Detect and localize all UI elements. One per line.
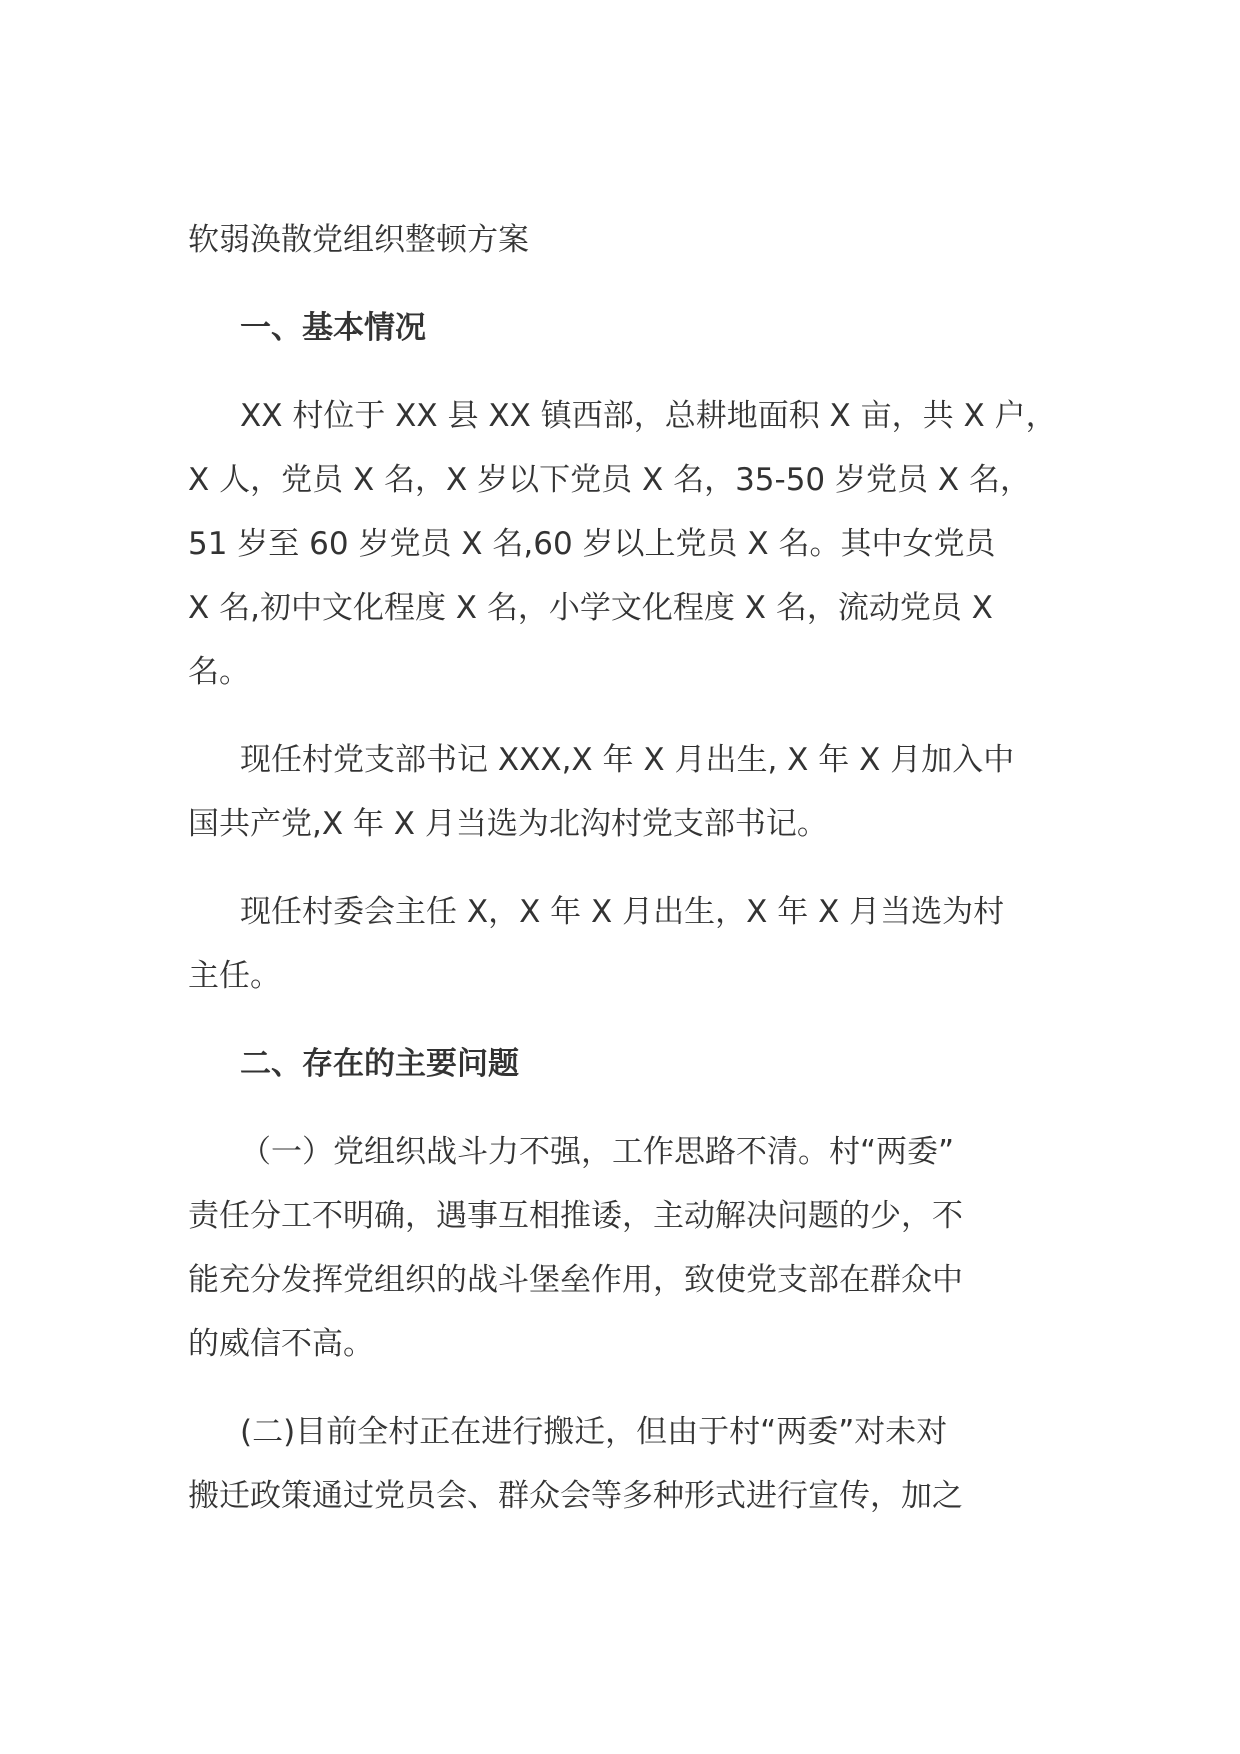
paragraph-line: 现任村委会主任 X，X 年 X 月出生，X 年 X 月当选为村 (240, 894, 1005, 930)
paragraph-line: 能充分发挥党组织的战斗堡垒作用，致使党支部在群众中 (188, 1262, 963, 1298)
paragraph-line: 的威信不高。 (188, 1326, 374, 1362)
paragraph-line: X 人，党员 X 名，X 岁以下党员 X 名，35-50 岁党员 X 名， (188, 462, 1031, 498)
paragraph-line: 搬迁政策通过党员会、群众会等多种形式进行宣传，加之 (188, 1478, 963, 1514)
paragraph-line: 主任。 (188, 958, 281, 994)
paragraph-line: 名。 (188, 654, 250, 690)
section-heading-main-problems: 二、存在的主要问题 (240, 1046, 519, 1082)
section-heading-basic-info: 一、基本情况 (240, 310, 426, 346)
paragraph-committee-director (188, 880, 1088, 1008)
paragraph-line: 51 岁至 60 岁党员 X 名,60 岁以上党员 X 名。其中女党员 (188, 526, 996, 562)
paragraph-line: XX 村位于 XX 县 XX 镇西部，总耕地面积 X 亩，共 X 户， (240, 398, 1057, 434)
document-body (188, 208, 1088, 1552)
paragraph-problem-two (188, 1400, 1088, 1528)
paragraph-line: （一）党组织战斗力不强，工作思路不清。村“两委” (240, 1134, 955, 1170)
paragraph-line: 现任村党支部书记 XXX,X 年 X 月出生, X 年 X 月加入中 (240, 742, 1015, 778)
paragraph-line: 责任分工不明确，遇事互相推诿，主动解决问题的少，不 (188, 1198, 963, 1234)
paragraph-problem-one (188, 1120, 1088, 1376)
document-title: 软弱涣散党组织整顿方案 (188, 222, 529, 258)
paragraph-line: 国共产党,X 年 X 月当选为北沟村党支部书记。 (188, 806, 828, 842)
paragraph-party-secretary (188, 728, 1088, 856)
paragraph-village-overview (188, 384, 1088, 704)
paragraph-line: (二)目前全村正在进行搬迁，但由于村“两委”对未对 (240, 1414, 948, 1450)
paragraph-line: X 名,初中文化程度 X 名，小学文化程度 X 名，流动党员 X (188, 590, 993, 626)
